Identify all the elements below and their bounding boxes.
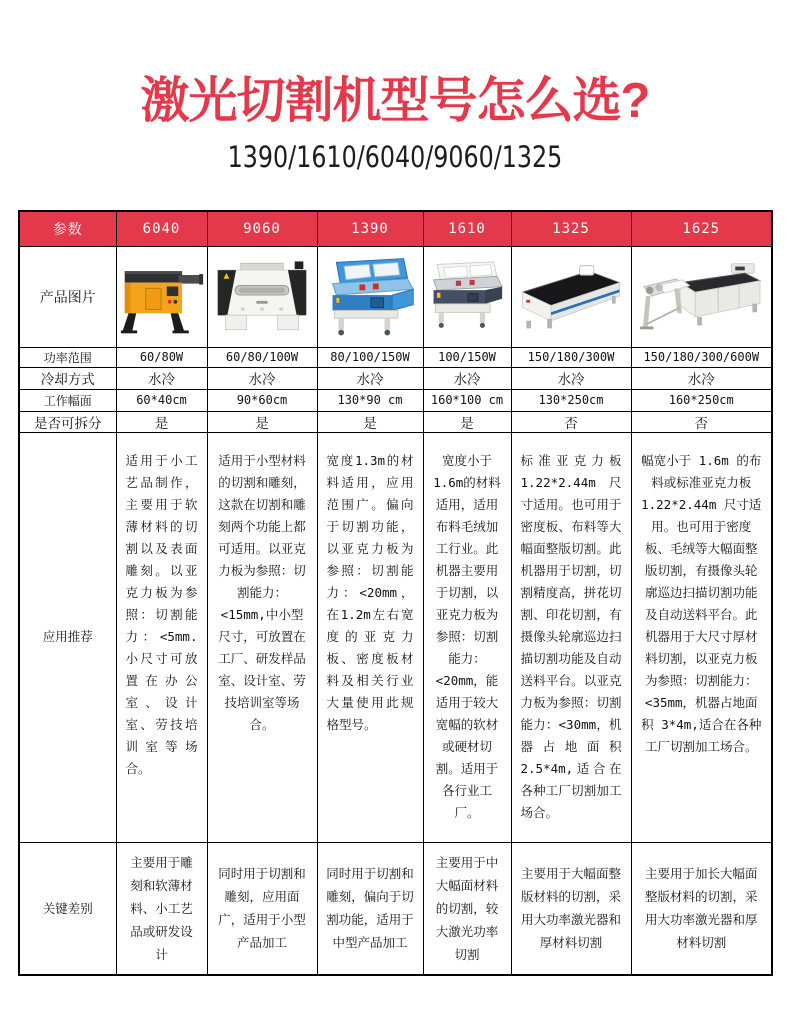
cooling-6040: 水冷: [116, 367, 207, 389]
product-image-cell-1625: [631, 246, 772, 347]
area-1325: 130*250cm: [511, 389, 631, 411]
difference-1610: 主要用于中大幅面材料的切割，较大激光功率切割: [423, 842, 511, 975]
row-work-area: [19, 389, 772, 411]
cooling-1390: 水冷: [317, 367, 423, 389]
detachable-9060: 是: [207, 411, 317, 432]
row-label-power-range: 功率范围: [19, 347, 116, 367]
area-6040: 60*40cm: [116, 389, 207, 411]
machine-1390-image: [321, 256, 419, 338]
machine-6040-image: [119, 257, 205, 337]
application-1610: 宽度小于1.6m的材料适用，适用布料毛绒加工行业。此机器主要用于切割，以亚克力板为参照：切割能力：<20mm，能适用于较大宽幅的软材或硬材切割。适用于各行业工厂。: [423, 432, 511, 842]
cooling-1325: 水冷: [511, 367, 631, 389]
power-1625: 150/180/300/600W: [631, 347, 772, 367]
power-1390: 80/100/150W: [317, 347, 423, 367]
cooling-9060: 水冷: [207, 367, 317, 389]
row-label-key-difference: 关键差别: [19, 842, 116, 975]
comparison-table: [18, 210, 773, 976]
product-image-cell-9060: [207, 246, 317, 347]
header-col-1390: 1390: [317, 211, 423, 246]
header-col-9060: 9060: [207, 211, 317, 246]
header-col-6040: 6040: [116, 211, 207, 246]
header-col-param: 参数: [19, 211, 116, 246]
row-label-product-image: 产品图片: [19, 246, 116, 347]
header-col-1610: 1610: [423, 211, 511, 246]
header-col-1325: 1325: [511, 211, 631, 246]
area-1625: 160*250cm: [631, 389, 772, 411]
row-key-difference: [19, 842, 772, 975]
row-label-detachable: 是否可拆分: [19, 411, 116, 432]
application-1390: 宽度1.3m的材料适用，应用范围广。偏向于切割功能，以亚克力板为参照：切割能力：<20mm，在1.2m左右宽度的亚克力板、密度板材料及相关行业大量使用此规格型号。: [317, 432, 423, 842]
application-6040: 适用于小工艺品制作，主要用于软薄材料的切割以及表面雕刻。以亚克力板为参照：切割能力：<5mm.小尺寸可放置在办公室、设计室、劳技培训室等场合。: [116, 432, 207, 842]
difference-6040: 主要用于雕刻和软薄材料、小工艺品或研发设计: [116, 842, 207, 975]
product-image-cell-1325: [511, 246, 631, 347]
power-9060: 60/80/100W: [207, 347, 317, 367]
power-6040: 60/80W: [116, 347, 207, 367]
page-title: 激光切割机型号怎么选?: [140, 74, 650, 128]
page-subtitle: 1390/1610/6040/9060/1325: [227, 140, 563, 174]
cooling-1625: 水冷: [631, 367, 772, 389]
machine-1325-image: [516, 258, 626, 336]
area-1610: 160*100 cm: [423, 389, 511, 411]
application-1325: 标准亚克力板1.22*2.44m 尺寸适用。也可用于密度板、布料等大幅面整版切割。此机器用于切割，切割精度高，拼花切割、印花切割，有摄像头轮廓巡边扫描切割功能及自动送料平台。以亚克力板为参照：切割能力：<30mm，机器占地面积 2.5*4m,适合在各种工厂切割加工场合。: [511, 432, 631, 842]
product-image-cell-6040: [116, 246, 207, 347]
machine-1610-image: [425, 256, 509, 338]
row-label-application: 应用推荐: [19, 432, 116, 842]
cooling-1610: 水冷: [423, 367, 511, 389]
application-9060: 适用于小型材料的切割和雕刻，这款在切割和雕刻两个功能上都可适用。以亚克力板为参照：切割能力：<15mm,中小型尺寸，可放置在工厂、研发样品室、设计室、劳技培训室等场合。: [207, 432, 317, 842]
detachable-1390: 是: [317, 411, 423, 432]
application-1625: 幅宽小于 1.6m 的布料或标准亚克力板1.22*2.44m 尺寸适用。也可用于密度板、毛绒等大幅面整版切割，有摄像头轮廓巡边扫描切割功能及自动送料平台。此机器用于大尺寸厚材料切割，以亚克力板为参照：切割能力：<35mm，机器占地面积 3*4m,适合在各种工厂切割加工场合。: [631, 432, 772, 842]
row-cooling: [19, 367, 772, 389]
machine-1625-image: [637, 258, 765, 336]
row-power-range: [19, 347, 772, 367]
difference-1325: 主要用于大幅面整版材料的切割，采用大功率激光器和厚材料切割: [511, 842, 631, 975]
detachable-1325: 否: [511, 411, 631, 432]
power-1325: 150/180/300W: [511, 347, 631, 367]
area-9060: 90*60cm: [207, 389, 317, 411]
product-image-cell-1610: [423, 246, 511, 347]
table-header-row: [19, 211, 772, 246]
detachable-1625: 否: [631, 411, 772, 432]
machine-9060-image: [212, 257, 312, 337]
row-label-work-area: 工作幅面: [19, 389, 116, 411]
area-1390: 130*90 cm: [317, 389, 423, 411]
row-application: [19, 432, 772, 842]
row-detachable: [19, 411, 772, 432]
row-label-cooling: 冷却方式: [19, 367, 116, 389]
difference-9060: 同时用于切割和雕刻，应用面广，适用于小型产品加工: [207, 842, 317, 975]
detachable-1610: 是: [423, 411, 511, 432]
detachable-6040: 是: [116, 411, 207, 432]
row-product-images: [19, 246, 772, 347]
difference-1625: 主要用于加长大幅面整版材料的切割，采用大功率激光器和厚材料切割: [631, 842, 772, 975]
difference-1390: 同时用于切割和雕刻，偏向于切割功能，适用于中型产品加工: [317, 842, 423, 975]
power-1610: 100/150W: [423, 347, 511, 367]
product-image-cell-1390: [317, 246, 423, 347]
header-col-1625: 1625: [631, 211, 772, 246]
